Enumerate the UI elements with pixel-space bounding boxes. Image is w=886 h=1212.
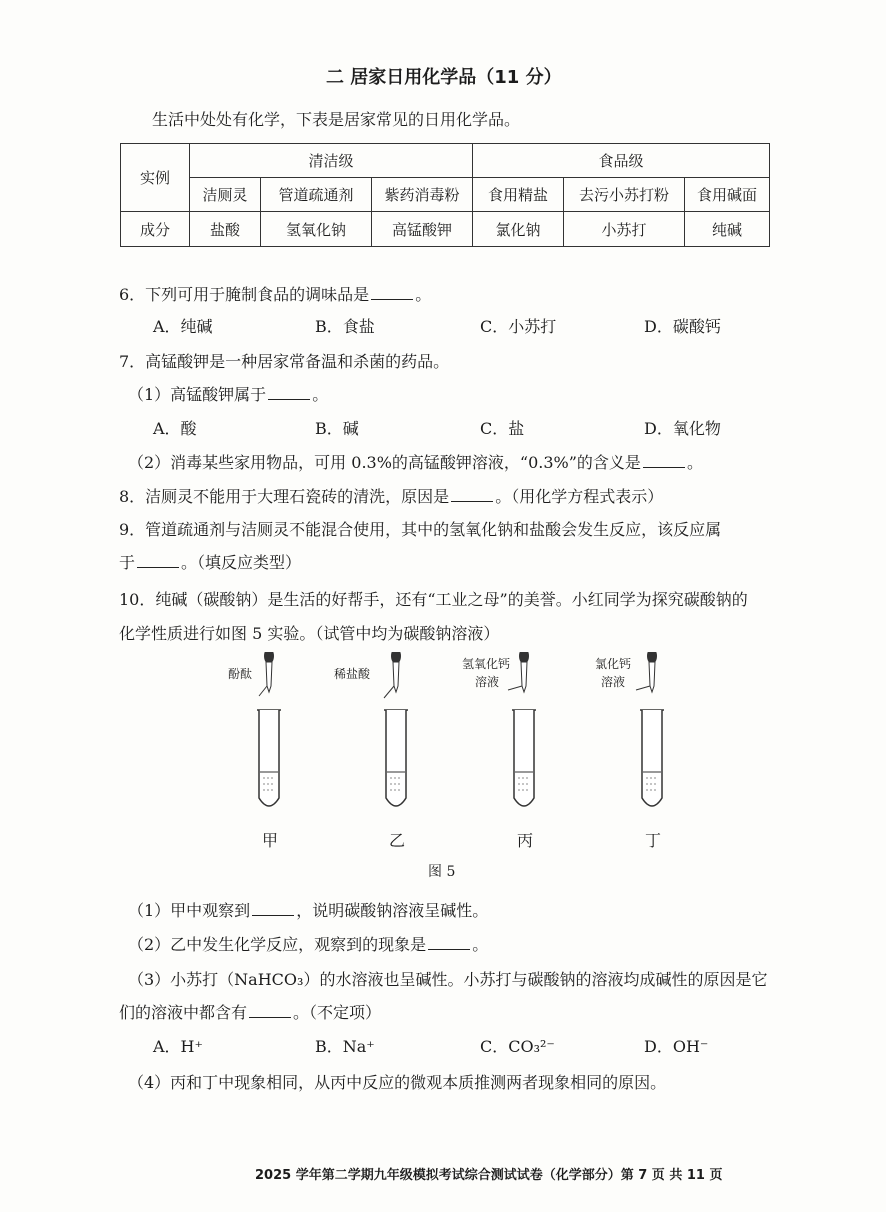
option-a: A．H⁺: [153, 1037, 203, 1056]
q7-sub1: （1）高锰酸钾属于 。: [128, 385, 329, 404]
tube-label-bing: 丙: [517, 831, 534, 850]
option-d: D．氧化物: [644, 419, 721, 438]
products-table: [120, 143, 770, 247]
question-9-line1: 9．管道疏通剂与洁厕灵不能混合使用，其中的氢氧化钠和盐酸会发生反应，该反应属: [119, 520, 722, 539]
option-d: D．碳酸钙: [644, 317, 721, 336]
q10-sub1: （1）甲中观察到 ，说明碳酸钠溶液呈碱性。: [128, 901, 489, 920]
q10-sub2: （2）乙中发生化学反应，观察到的现象是 。: [128, 935, 489, 954]
q10-sub4: （4）丙和丁中现象相同，从丙中反应的微观本质推测两者现象相同的原因。: [128, 1073, 667, 1092]
answer-blank[interactable]: [249, 1016, 291, 1018]
reagent-label-caoh2: 氢氧化钙: [462, 657, 511, 671]
tube-jia: [257, 652, 281, 806]
reagent-label-caoh2-suffix: 溶液: [475, 675, 500, 689]
tube-ding: [636, 652, 664, 806]
section-title: 二 居家日用化学品（11 分）: [326, 67, 562, 88]
answer-blank[interactable]: [428, 948, 470, 950]
reagent-label-cacl2-suffix: 溶液: [601, 675, 626, 689]
answer-blank[interactable]: [137, 566, 179, 568]
option-c: C．小苏打: [480, 317, 557, 336]
tube-label-ding: 丁: [645, 831, 662, 850]
answer-blank[interactable]: [643, 466, 685, 468]
group-header-clean: 清洁级: [190, 144, 473, 178]
component-cell: 小苏打: [564, 212, 685, 247]
component-cell: 纯碱: [685, 212, 770, 247]
q7-sub2: （2）消毒某些家用物品，可用 0.3%的高锰酸钾溶液，“0.3%”的含义是 。: [128, 453, 703, 472]
option-b: B．碱: [315, 419, 359, 438]
page-footer: 2025 学年第二学期九年级模拟考试综合测试试卷（化学部分）第 7 页 共 11 页: [255, 1168, 723, 1183]
component-cell: 盐酸: [190, 212, 261, 247]
tube-yi: [384, 652, 408, 806]
question-8: 8．洁厕灵不能用于大理石瓷砖的清洗，原因是 。（用化学方程式表示）: [119, 487, 664, 506]
answer-blank[interactable]: [451, 500, 493, 502]
option-b: B．食盐: [315, 317, 375, 336]
option-c: C．CO₃²⁻: [480, 1037, 555, 1056]
product-cell: 食用精盐: [473, 178, 564, 212]
product-cell: 食用碱面: [685, 178, 770, 212]
option-a: A．酸: [153, 419, 197, 438]
intro-text: 生活中处处有化学，下表是居家常见的日用化学品。: [152, 110, 521, 129]
option-c: C．盐: [480, 419, 525, 438]
product-cell: 管道疏通剂: [261, 178, 372, 212]
figure-caption: 图 5: [428, 864, 456, 880]
question-7: 7．高锰酸钾是一种居家常备温和杀菌的药品。: [119, 352, 450, 371]
tube-label-jia: 甲: [262, 831, 279, 850]
question-6: 6．下列可用于腌制食品的调味品是 。: [119, 285, 432, 304]
option-d: D．OH⁻: [644, 1037, 709, 1056]
row-header-component: 成分: [121, 212, 190, 247]
row-header-example: 实例: [121, 144, 190, 212]
tube-label-yi: 乙: [389, 831, 406, 850]
component-cell: 高锰酸钾: [372, 212, 473, 247]
reagent-label-hcl: 稀盐酸: [334, 667, 371, 681]
answer-blank[interactable]: [268, 398, 310, 400]
question-10-line2: 化学性质进行如图 5 实验。（试管中均为碳酸钠溶液）: [119, 624, 500, 643]
reagent-label-cacl2: 氯化钙: [595, 657, 632, 671]
product-cell: 去污小苏打粉: [564, 178, 685, 212]
option-b: B．Na⁺: [315, 1037, 375, 1056]
group-header-food: 食品级: [473, 144, 770, 178]
reagent-label-phenolphthalein: 酚酞: [228, 667, 253, 681]
product-cell: 紫药消毒粉: [372, 178, 473, 212]
answer-blank[interactable]: [371, 298, 413, 300]
product-cell: 洁厕灵: [190, 178, 261, 212]
answer-blank[interactable]: [252, 914, 294, 916]
component-cell: 氢氧化钠: [261, 212, 372, 247]
option-a: A．纯碱: [153, 317, 213, 336]
q10-sub3-line1: （3）小苏打（NaHCO₃）的水溶液也呈碱性。小苏打与碳酸钠的溶液均成碱性的原因是它: [128, 970, 768, 989]
tube-bing: [508, 652, 536, 806]
figure-5: [200, 652, 700, 882]
question-9-line2: 于 。（填反应类型）: [119, 553, 302, 572]
q10-sub3-line2: 们的溶液中都含有 。（不定项）: [119, 1003, 382, 1022]
question-10-line1: 10．纯碱（碳酸钠）是生活的好帮手，还有“工业之母”的美誉。小红同学为探究碳酸钠的: [119, 590, 748, 609]
component-cell: 氯化钠: [473, 212, 564, 247]
q6-stem: 6．下列可用于腌制食品的调味品是: [119, 285, 370, 304]
